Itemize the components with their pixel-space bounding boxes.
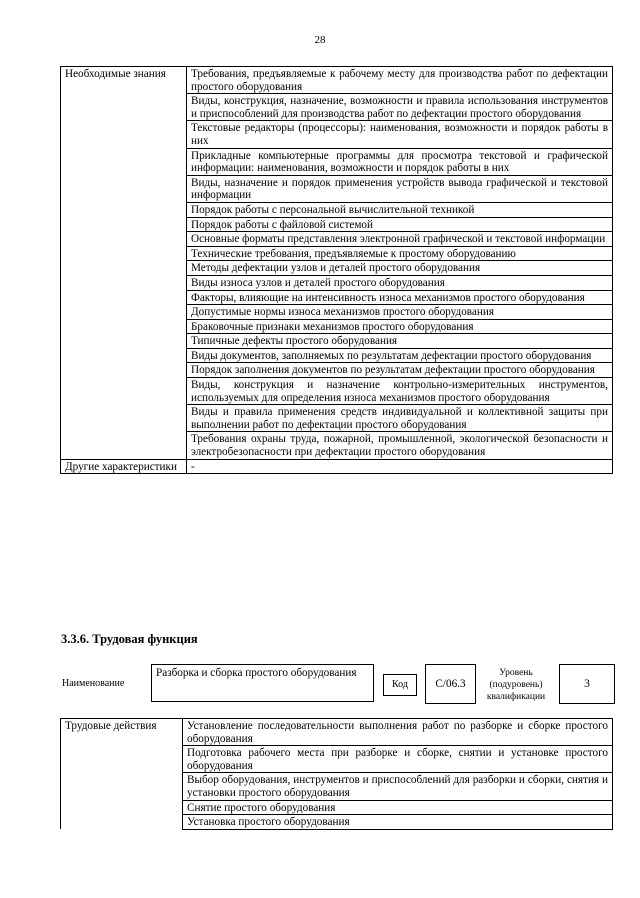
name-value: Разборка и сборка простого оборудования bbox=[151, 664, 374, 702]
section-heading: 3.3.6. Трудовая функция bbox=[61, 632, 198, 646]
table-cell: - bbox=[187, 459, 613, 474]
table-cell: Типичные дефекты простого оборудования bbox=[187, 334, 613, 349]
level-label: Уровень (подуровень) квалификации bbox=[486, 668, 546, 702]
knowledge-table bbox=[60, 66, 613, 474]
table-cell: Порядок работы с файловой системой bbox=[187, 217, 613, 232]
table-cell: Требования охраны труда, пожарной, промышленной, экологической безопасности и электробезопасности при дефектации простого оборудования bbox=[187, 432, 613, 459]
page-number: 28 bbox=[314, 34, 326, 46]
table-cell: Виды документов, заполняемых по результатам дефектации простого оборудования bbox=[187, 348, 613, 363]
table-cell: Факторы, влияющие на интенсивность износа механизмов простого оборудования bbox=[187, 290, 613, 305]
table-cell: Снятие простого оборудования bbox=[183, 800, 613, 815]
row-label: Необходимые знания bbox=[61, 67, 187, 460]
row-label: Другие характеристики bbox=[61, 459, 187, 474]
code-label: Код bbox=[383, 674, 417, 696]
table-cell: Виды, назначение и порядок применения устройств вывода графической и текстовой информации bbox=[187, 175, 613, 202]
table-cell: Установка простого оборудования bbox=[183, 815, 613, 830]
table-cell: Технические требования, предъявляемые к простому оборудованию bbox=[187, 246, 613, 261]
function-header bbox=[60, 664, 613, 718]
table-cell: Выбор оборудования, инструментов и приспособлений для разборки и сборки, снятия и установки простого оборудования bbox=[183, 773, 613, 800]
table-cell: Виды износа узлов и деталей простого оборудования bbox=[187, 275, 613, 290]
name-label: Наименование bbox=[62, 678, 125, 689]
table-row bbox=[61, 719, 613, 746]
table-cell: Порядок работы с персональной вычислительной техникой bbox=[187, 202, 613, 217]
table-cell: Методы дефектации узлов и деталей простого оборудования bbox=[187, 261, 613, 276]
code-value: C/06.3 bbox=[425, 664, 476, 704]
actions-table bbox=[60, 718, 613, 830]
table-cell: Виды, конструкция, назначение, возможности и правила использования инструментов и приспособлений для производства работ по дефектации простого оборудования bbox=[187, 94, 613, 121]
table-cell: Текстовые редакторы (процессоры): наименования, возможности и порядок работы в них bbox=[187, 121, 613, 148]
table-cell: Порядок заполнения документов по результатам дефектации простого оборудования bbox=[187, 363, 613, 378]
table-row bbox=[61, 67, 613, 94]
table-cell: Требования, предъявляемые к рабочему месту для производства работ по дефектации простого оборудования bbox=[187, 67, 613, 94]
table-cell: Установление последовательности выполнения работ по разборке и сборке простого оборудования bbox=[183, 719, 613, 746]
table-cell: Браковочные признаки механизмов простого оборудования bbox=[187, 319, 613, 334]
table-cell: Допустимые нормы износа механизмов простого оборудования bbox=[187, 305, 613, 320]
table-cell: Виды и правила применения средств индивидуальной и коллективной защиты при выполнении работ по дефектации простого оборудования bbox=[187, 405, 613, 432]
table-row bbox=[61, 459, 613, 474]
row-label: Трудовые действия bbox=[61, 719, 183, 830]
table-cell: Подготовка рабочего места при разборке и сборке, снятии и установке простого оборудования bbox=[183, 746, 613, 773]
table-cell: Виды, конструкция и назначение контрольно-измерительных инструментов, используемых для определения износа механизмов простого оборудования bbox=[187, 378, 613, 405]
table-cell: Основные форматы представления электронной графической и текстовой информации bbox=[187, 232, 613, 247]
table-cell: Прикладные компьютерные программы для просмотра текстовой и графической информации: наименования, возможности и порядок работы в них bbox=[187, 148, 613, 175]
level-value: 3 bbox=[559, 664, 615, 704]
